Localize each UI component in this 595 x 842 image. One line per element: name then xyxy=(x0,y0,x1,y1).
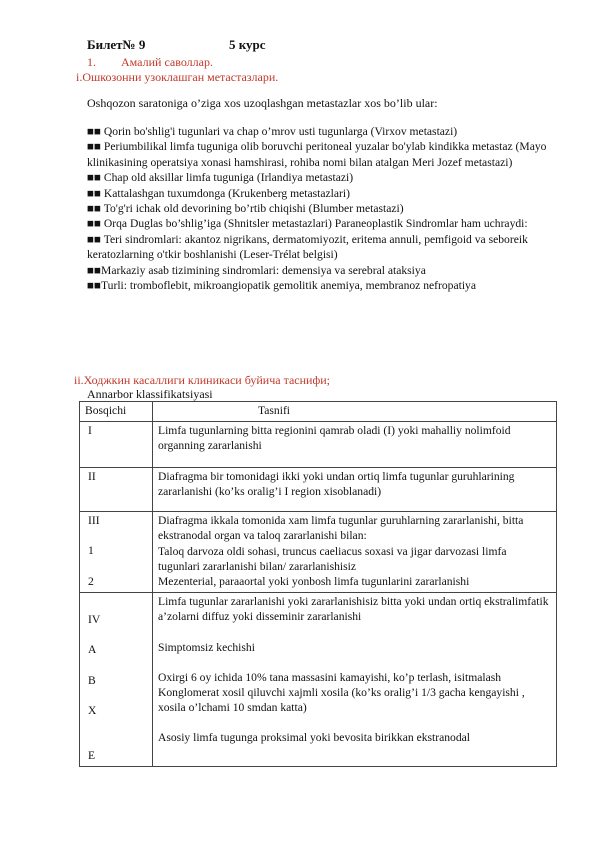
description-cell xyxy=(153,593,557,767)
list-item: ■■ Periumbilikal limfa tuguniga olib boruvchi peritoneal yuzalar bo'ylab kindikka metastaz (Mayo klinikasining operatsiya xonasi hamshirasi, rohiba nomi bilan atalgan Meri Jozef metastazi) xyxy=(87,140,547,169)
table-row xyxy=(80,422,557,468)
list-item: ■■ Qorin bo'shlig'i tugunlari va chap o’mrov usti tugunlarga (Virxov metastazi) xyxy=(87,125,458,138)
description-cell: Limfa tugunlarning bitta regionini qamrab oladi (I) yoki mahalliy nolimfoid organning zararlanishi xyxy=(153,422,557,468)
list-item: ■■ To'g'ri ichak old devorining bo’rtib chiqishi (Blumber metastazi) xyxy=(87,202,404,216)
description-line: Limfa tugunlar zararlanishi yoki zararlanishisiz bitta yoki undan ortiq ekstralimfatik a’zolarni diffuz yoki disseminir zararlanishi xyxy=(158,595,549,624)
list-item: ■■Turli: tromboflebit, mikroangiopatik gemolitik anemiya, membranoz nefropatiya xyxy=(87,279,477,293)
stage-cell xyxy=(80,512,153,593)
description-cell xyxy=(153,512,557,593)
classification-subtitle: Annarbor klassifikatsiyasi xyxy=(87,387,213,401)
course-label: 5 курс xyxy=(229,37,266,52)
description-cell: Diafragma bir tomonidagi ikki yoki undan ortiq limfa tugunlar guruhlarining zararlanishi (ko’ks oralig’i I region xisoblanadi) xyxy=(153,468,557,512)
substage-label: A xyxy=(88,643,97,657)
description-line: Diafragma ikkala tomonida xam limfa tugunlar guruhlarning zararlanishi, bitta ekstranodal organ va taloq zararlanishi bilan: xyxy=(158,514,524,543)
table-row xyxy=(80,468,557,512)
stage-table xyxy=(79,401,557,767)
description-line: Mezenterial, paraaortal yoki yonbosh limfa tugunlarini zararlanishi xyxy=(158,575,470,589)
section-label: Амалий саволлар. xyxy=(121,55,213,69)
list-item: ■■Markaziy asab tizimining sindromlari: demensiya va serebral ataksiya xyxy=(87,263,426,277)
section-number: 1. xyxy=(87,55,96,69)
stage-cell xyxy=(80,593,153,767)
table-row xyxy=(80,512,557,593)
description-line: Asosiy limfa tugunga proksimal yoki bevosita birikkan ekstranodal xyxy=(158,731,471,745)
description-line: Oxirgi 6 oy ichida 10% tana massasini kamayishi, ko’p terlash, isitmalash xyxy=(158,670,502,684)
description-line: Taloq darvoza oldi sohasi, truncus caeliacus soxasi va jigar darvozasi limfa tugunlari zararlanishi bilan/ zararlanishisiz xyxy=(158,544,507,573)
description-line: Simptomsiz kechishi xyxy=(158,640,255,654)
column-header-stage: Bosqichi xyxy=(80,402,153,422)
substage-label: B xyxy=(88,673,96,687)
list-item: ■■ Teri sindromlari: akantoz nigrikans, dermatomiyozit, eritema annuli, pemfigoid va seboreik keratozlarning o'tkir boshlanishi (Leser-Trélat belgisi) xyxy=(87,232,528,262)
substage-label: 1 xyxy=(88,544,94,558)
question-2-title: ii.Ходжкин касаллиги клиникаси буйича таснифи; xyxy=(74,373,331,387)
metastasis-list xyxy=(87,124,547,293)
substage-label: X xyxy=(88,703,97,717)
table-row xyxy=(80,593,557,767)
list-item: ■■ Orqa Duglas bo’shlig’iga (Shnitsler metastazlari) Paraneoplastik Sindromlar ham uchraydi: xyxy=(87,217,528,231)
column-header-description: Tasnifi xyxy=(153,402,557,422)
list-item: ■■ Chap old aksillar limfa tuguniga (Irlandiya metastazi) xyxy=(87,171,354,185)
stage-label: IV xyxy=(88,613,101,627)
stage-cell: I xyxy=(80,422,153,468)
question-1-intro: Oshqozon saratoniga o’ziga xos uzoqlashgan metastazlar xos bo’lib ular: xyxy=(87,96,438,110)
ticket-header xyxy=(87,37,266,53)
substage-label: 2 xyxy=(88,574,94,588)
table-header-row xyxy=(80,402,557,422)
stage-label: III xyxy=(88,514,100,528)
section-heading xyxy=(87,55,213,70)
substage-label: E xyxy=(88,749,96,763)
description-line: Konglomerat xosil qiluvchi xajmli xosila (ko’ks oralig’i 1/3 gacha kengayishi , xosila o’lchami 10 smdan katta) xyxy=(158,686,525,715)
stage-cell: II xyxy=(80,468,153,512)
question-1-title: i.Ошкозонни узоклашган метастазлари. xyxy=(76,70,279,84)
list-item: ■■ Kattalashgan tuxumdonga (Krukenberg metastazlari) xyxy=(87,186,350,200)
ticket-number: Билет№ 9 xyxy=(87,37,146,52)
